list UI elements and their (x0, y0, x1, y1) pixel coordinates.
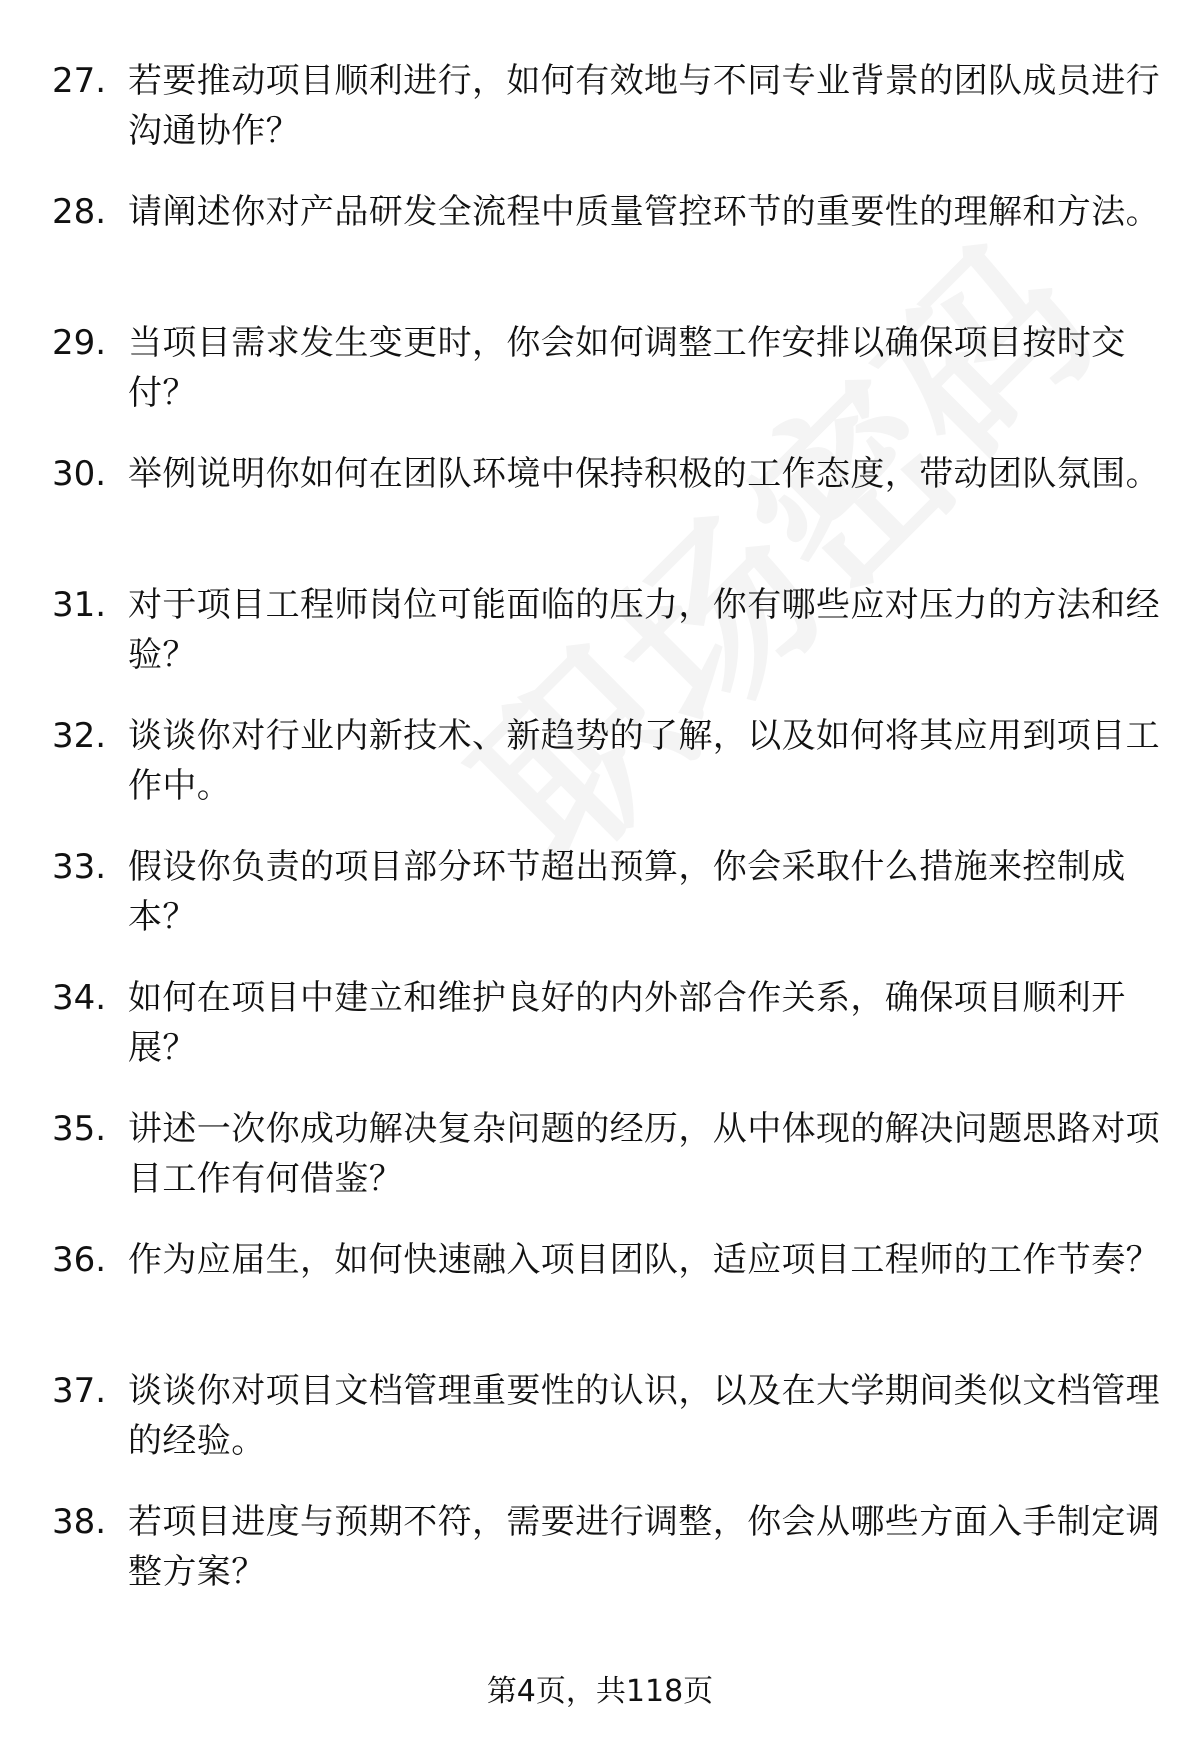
question-text: 如何在项目中建立和维护良好的内外部合作关系，确保项目顺利开展？ (128, 978, 1126, 1068)
question-number: 27. (52, 61, 107, 101)
list-item (52, 187, 1160, 318)
question-number: 37. (52, 1371, 107, 1411)
question-number: 30. (52, 454, 107, 494)
question-text: 假设你负责的项目部分环节超出预算，你会采取什么措施来控制成本？ (128, 847, 1126, 937)
list-item (52, 318, 1152, 449)
question-text: 谈谈你对行业内新技术、新趋势的了解，以及如何将其应用到项目工作中。 (128, 716, 1160, 806)
question-number: 29. (52, 323, 107, 363)
list-item (52, 1366, 1160, 1497)
question-number: 31. (52, 585, 107, 625)
question-text: 举例说明你如何在团队环境中保持积极的工作态度，带动团队氛围。 (128, 454, 1160, 494)
list-item (52, 1235, 1160, 1366)
question-text: 谈谈你对项目文档管理重要性的认识，以及在大学期间类似文档管理的经验。 (128, 1371, 1160, 1461)
question-number: 34. (52, 978, 107, 1018)
question-number: 33. (52, 847, 107, 887)
list-item (52, 1104, 1160, 1235)
list-item (52, 56, 1160, 187)
question-text: 对于项目工程师岗位可能面临的压力，你有哪些应对压力的方法和经验？ (128, 585, 1160, 675)
question-number: 36. (52, 1240, 107, 1280)
question-text: 讲述一次你成功解决复杂问题的经历，从中体现的解决问题思路对项目工作有何借鉴？ (128, 1109, 1160, 1199)
list-item (52, 449, 1160, 580)
question-list (52, 56, 1160, 1628)
question-number: 32. (52, 716, 107, 756)
question-text: 作为应届生，如何快速融入项目团队，适应项目工程师的工作节奏？ (128, 1240, 1160, 1280)
question-text: 若项目进度与预期不符，需要进行调整，你会从哪些方面入手制定调整方案？ (128, 1502, 1160, 1592)
page-number-footer: 第4页，共118页 (486, 1674, 714, 1709)
question-number: 28. (52, 192, 107, 232)
list-item (52, 1497, 1160, 1628)
question-number: 35. (52, 1109, 107, 1149)
list-item (52, 711, 1160, 842)
question-number: 38. (52, 1502, 107, 1542)
list-item (52, 580, 1160, 711)
question-text: 当项目需求发生变更时，你会如何调整工作安排以确保项目按时交付？ (128, 323, 1126, 413)
question-text: 请阐述你对产品研发全流程中质量管控环节的重要性的理解和方法。 (128, 192, 1160, 232)
question-text: 若要推动项目顺利进行，如何有效地与不同专业背景的团队成员进行沟通协作？ (128, 61, 1160, 151)
list-item (52, 842, 1152, 973)
list-item (52, 973, 1152, 1104)
